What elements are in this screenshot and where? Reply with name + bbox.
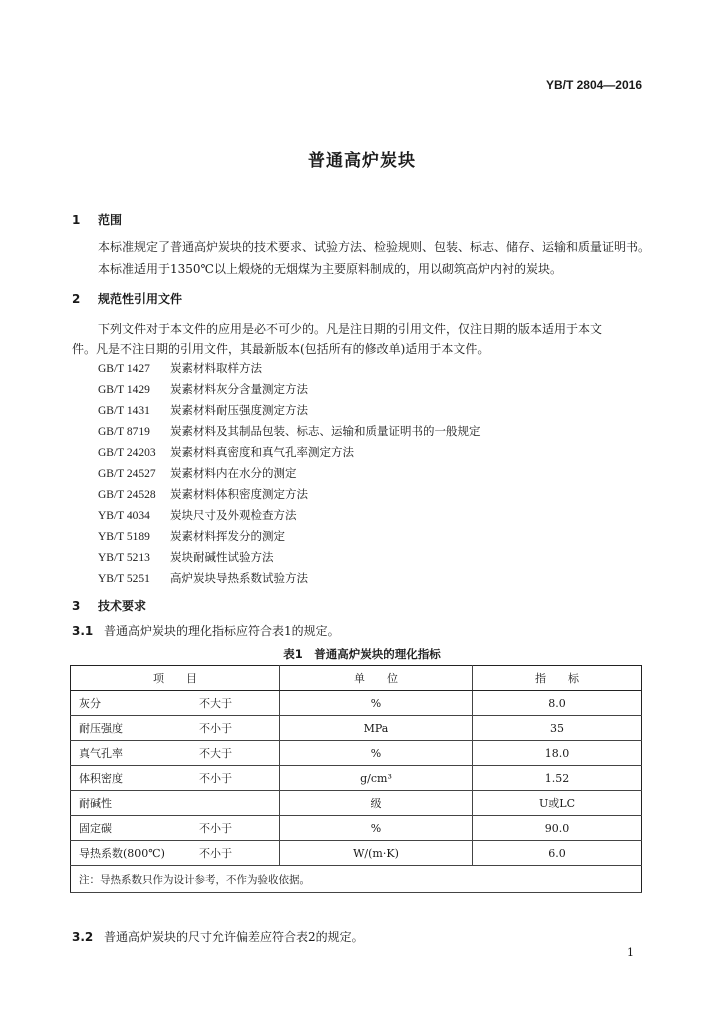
properties-table [70,665,642,893]
reference-item [98,465,297,481]
table-note: 注：导热系数只作为设计参考，不作为验收依据。 [71,866,642,893]
section-3-heading [72,597,146,614]
table-row [71,766,642,791]
reference-item [98,423,481,439]
header-unit: 单 位 [280,666,473,691]
paragraph: 件。凡是不注日期的引用文件，其最新版本(包括所有的修改单)适用于本文件。 [72,342,490,356]
reference-title: 炭素材料取样方法 [170,361,262,375]
reference-item [98,570,308,586]
clause-text: 普通高炉炭块的尺寸允许偏差应符合表2的规定。 [104,930,364,944]
clause-3-2 [72,928,364,945]
reference-title: 炭素材料内在水分的测定 [170,466,297,480]
reference-title: 炭素材料挥发分的测定 [170,529,285,543]
clause-3-1 [72,622,340,639]
limit-cell: 不小于 [191,766,280,791]
table-row [71,691,642,716]
section-title: 范围 [98,213,123,227]
clause-number: 3.2 [72,930,94,944]
section-number: 1 [72,213,81,227]
reference-code: GB/T 1427 [98,363,150,375]
value-cell: 90.0 [473,816,642,841]
table-row [71,741,642,766]
reference-item [98,549,274,565]
item-cell: 体积密度 [71,766,192,791]
reference-title: 炭素材料体积密度测定方法 [170,487,308,501]
reference-item [98,507,297,523]
value-cell: 35 [473,716,642,741]
value-cell: 8.0 [473,691,642,716]
section-number: 2 [72,292,81,306]
page-number: 1 [627,946,634,959]
section-title: 规范性引用文件 [98,292,183,306]
item-cell: 真气孔率 [71,741,192,766]
table-row [71,791,642,816]
clause-text: 普通高炉炭块的理化指标应符合表1的规定。 [104,624,340,638]
reference-code: YB/T 5251 [98,573,150,585]
standard-code: YB/T 2804—2016 [545,78,642,92]
reference-item [98,444,354,460]
unit-cell: % [280,691,473,716]
unit-cell: 级 [280,791,473,816]
paragraph: 本标准规定了普通高炉炭块的技术要求、试验方法、检验规则、包装、标志、储存、运输和质量证明书。 [98,240,651,254]
limit-cell: 不大于 [191,691,280,716]
reference-title: 炭素材料灰分含量测定方法 [170,382,308,396]
table-row [71,841,642,866]
reference-code: GB/T 24203 [98,447,156,459]
limit-cell: 不小于 [191,716,280,741]
item-cell: 固定碳 [71,816,192,841]
clause-number: 3.1 [72,624,94,638]
item-cell: 耐碱性 [71,791,192,816]
reference-item [98,402,308,418]
item-cell: 耐压强度 [71,716,192,741]
item-cell: 灰分 [71,691,192,716]
paragraph: 下列文件对于本文件的应用是必不可少的。凡是注日期的引用文件，仅注日期的版本适用于本文 [98,322,603,336]
unit-cell: % [280,741,473,766]
section-title: 技术要求 [98,599,147,613]
limit-cell: 不大于 [191,741,280,766]
section-1-heading [72,211,122,228]
limit-cell: 不小于 [191,841,280,866]
unit-cell: MPa [280,716,473,741]
header-item: 项 目 [71,666,280,691]
table-caption: 表1 普通高炉炭块的理化指标 [283,647,441,661]
item-cell: 导热系数(800℃) [71,841,192,866]
section-2-heading [72,290,182,307]
reference-code: GB/T 24528 [98,489,156,501]
value-cell: 6.0 [473,841,642,866]
reference-item [98,360,262,376]
header-value: 指 标 [473,666,642,691]
reference-code: YB/T 4034 [98,510,150,522]
reference-code: YB/T 5213 [98,552,150,564]
reference-item [98,486,308,502]
reference-item [98,528,285,544]
reference-code: GB/T 8719 [98,426,150,438]
unit-cell: g/cm³ [280,766,473,791]
document-title: 普通高炉炭块 [308,151,416,171]
reference-title: 炭块尺寸及外观检查方法 [170,508,297,522]
value-cell: 18.0 [473,741,642,766]
table-header-row [71,666,642,691]
value-cell: 1.52 [473,766,642,791]
reference-code: GB/T 24527 [98,468,156,480]
limit-cell: 不小于 [191,816,280,841]
reference-code: YB/T 5189 [98,531,150,543]
table-row [71,816,642,841]
reference-title: 高炉炭块导热系数试验方法 [170,571,308,585]
reference-title: 炭素材料真密度和真气孔率测定方法 [170,445,354,459]
paragraph: 本标准适用于1350℃以上煅烧的无烟煤为主要原料制成的，用以砌筑高炉内衬的炭块。 [98,262,562,276]
table-row [71,716,642,741]
reference-title: 炭块耐碱性试验方法 [170,550,274,564]
table-note-row [71,866,642,893]
unit-cell: W/(m·K) [280,841,473,866]
section-number: 3 [72,599,81,613]
reference-item [98,381,308,397]
value-cell: U或LC [473,791,642,816]
reference-title: 炭素材料耐压强度测定方法 [170,403,308,417]
unit-cell: % [280,816,473,841]
reference-code: GB/T 1429 [98,384,150,396]
limit-cell [191,791,280,816]
reference-code: GB/T 1431 [98,405,150,417]
reference-title: 炭素材料及其制品包装、标志、运输和质量证明书的一般规定 [170,424,481,438]
